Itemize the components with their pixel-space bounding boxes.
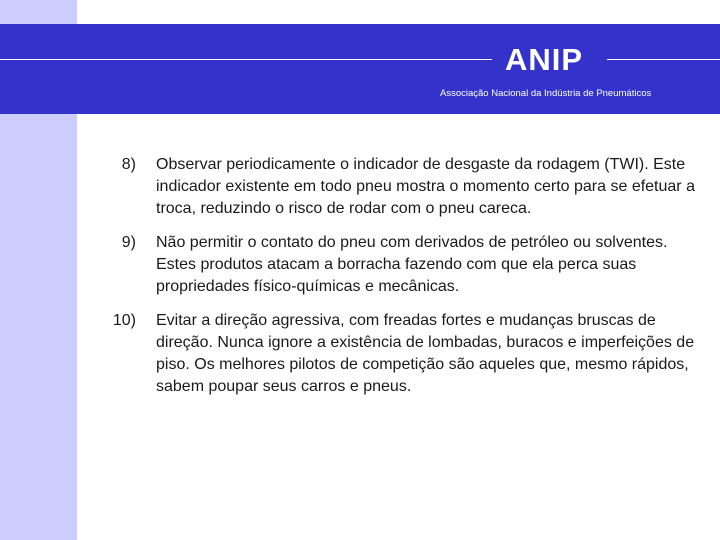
item-text: Não permitir o contato do pneu com derivados de petróleo ou solventes. Estes produtos atacam a borracha fazendo com que ela perca suas propriedades físico-químicas e mecânicas. [156, 234, 668, 295]
list-item [100, 310, 700, 398]
list-item [100, 154, 700, 220]
item-text: Observar periodicamente o indicador de desgaste da rodagem (TWI). Este indicador existente em todo pneu mostra o momento certo para se efetuar a troca, reduzindo o risco de rodar com o pneu careca. [156, 156, 695, 217]
header-rule-left [0, 59, 492, 60]
item-number: 9) [121, 234, 136, 251]
tips-list [100, 154, 700, 412]
anip-logo: ANIP [505, 42, 584, 77]
item-number: 8) [121, 156, 136, 173]
header-rule-right [607, 59, 720, 60]
header-band [0, 24, 720, 114]
item-text: Evitar a direção agressiva, com freadas fortes e mudanças bruscas de direção. Nunca ignore a existência de lombadas, buracos e imperfeições de piso. Os melhores pilotos de competição são aqueles que, mesmo rápidos, sabem poupar seus carros e pneus. [156, 312, 695, 395]
item-number: 10) [112, 312, 136, 329]
list-item [100, 232, 700, 298]
header-subtitle: Associação Nacional da Indústria de Pneumáticos [440, 88, 652, 99]
